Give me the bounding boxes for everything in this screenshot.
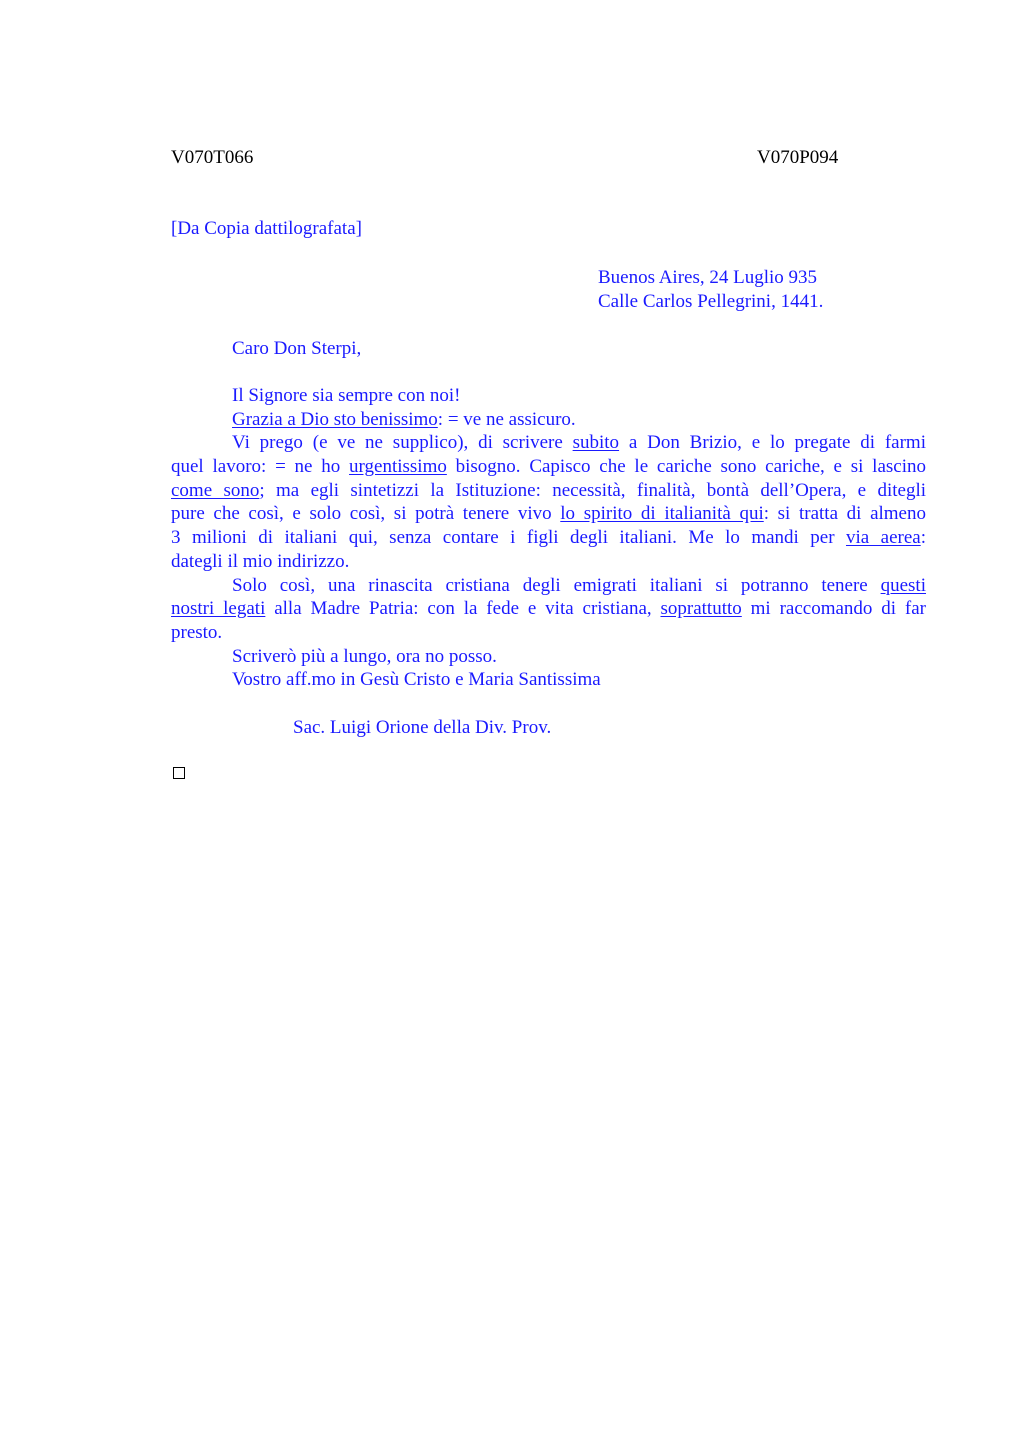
underlined-phrase: subito: [572, 432, 620, 454]
underlined-phrase: come sono: [171, 479, 260, 501]
body-line: Il Signore sia sempre con noi!: [232, 385, 461, 406]
underlined-phrase: via aerea: [845, 527, 921, 549]
address-line-1: Buenos Aires, 24 Luglio 935: [598, 267, 818, 288]
body-line: Scriverò più a lungo, ora no posso.: [232, 645, 497, 667]
salutation: Caro Don Sterpi,: [232, 338, 362, 359]
body-line: Grazia a Dio sto benissimo: = ve ne assicuro.: [232, 408, 576, 430]
underlined-phrase: questi: [880, 574, 926, 596]
body-line: Solo così, una rinascita cristiana degli emigrati italiani si potranno tenere questi: [232, 574, 926, 596]
body-line: come sono; ma egli sintetizzi la Istituzione: necessità, finalità, bontà dell’Opera, e ditegli: [171, 479, 926, 501]
body-line: quel lavoro: = ne ho urgentissimo bisogno. Capisco che le cariche sono cariche, e si lascino: [171, 456, 926, 478]
underlined-phrase: urgentissimo: [349, 456, 447, 478]
body-line: nostri legati alla Madre Patria: con la fede e vita cristiana, soprattutto mi raccomando di far: [171, 598, 926, 620]
signature: Sac. Luigi Orione della Div. Prov.: [293, 717, 552, 738]
body-line: Vi prego (e ve ne supplico), di scrivere subito a Don Brizio, e lo pregate di farmi: [232, 432, 926, 454]
sender-address: [598, 266, 823, 313]
underlined-phrase: soprattutto: [660, 598, 742, 620]
underlined-phrase: Grazia a Dio sto benissimo: [232, 408, 438, 430]
letter-body: [171, 384, 926, 692]
source-note: [Da Copia dattilografata]: [171, 218, 362, 239]
body-line: dategli il mio indirizzo.: [171, 550, 350, 572]
underlined-phrase: lo spirito di italianità qui: [560, 503, 764, 525]
underlined-phrase: nostri legati: [171, 598, 266, 620]
closing-line: Vostro aff.mo in Gesù Cristo e Maria Santissima: [232, 669, 601, 691]
address-line-2: Calle Carlos Pellegrini, 1441.: [598, 290, 824, 312]
reference-code-right: V070P094: [757, 147, 839, 168]
reference-code-left: V070T066: [171, 147, 254, 168]
body-line: presto.: [171, 621, 223, 643]
body-line: 3 milioni di italiani qui, senza contare i figli degli italiani. Me lo mandi per via aerea:: [171, 527, 926, 549]
body-line: pure che così, e solo così, si potrà tenere vivo lo spirito di italianità qui: si tratta di almeno: [171, 503, 926, 525]
end-marker-box-icon: [173, 767, 185, 779]
